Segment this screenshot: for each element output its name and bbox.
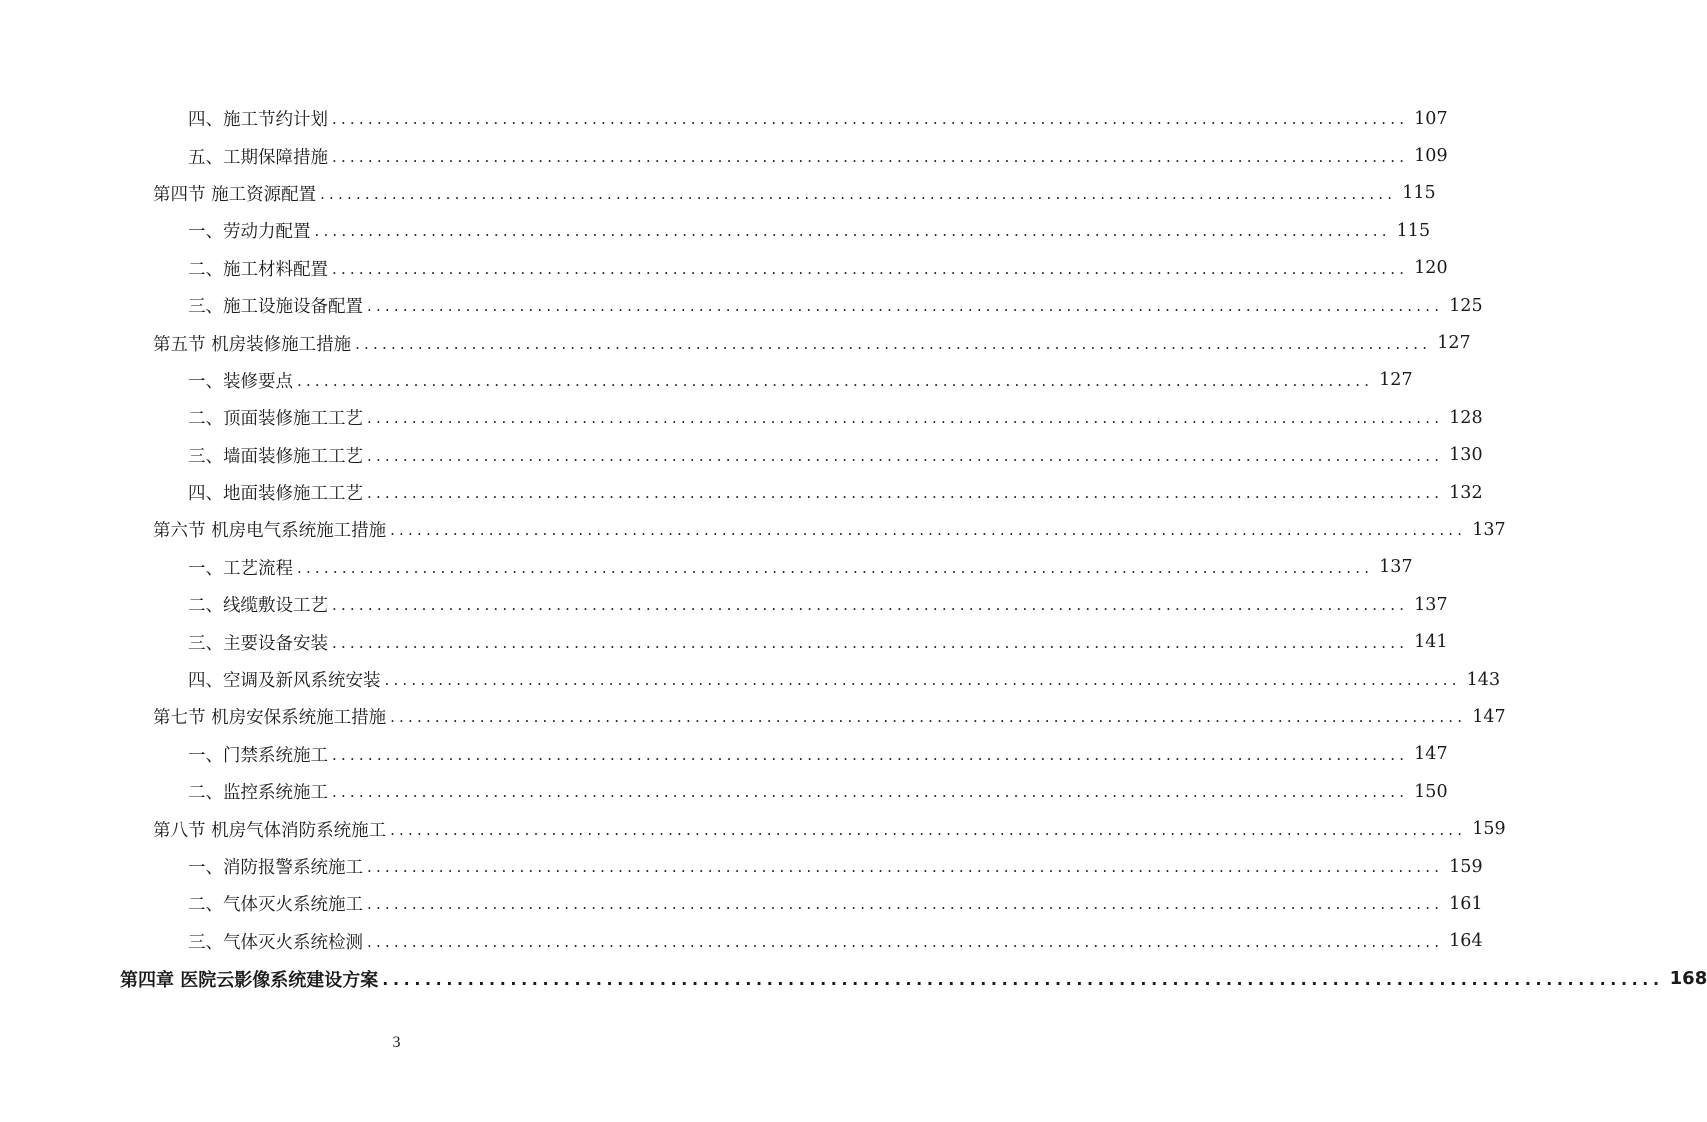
toc-entry-title: 工艺流程 xyxy=(223,558,293,579)
toc-dot-leader: ........................................................................................................................ xyxy=(332,596,1409,615)
toc-dot-leader: ........................................................................................................................ xyxy=(367,446,1444,465)
toc-dot-leader: ........................................................................................................................ xyxy=(367,297,1444,316)
toc-entry-title: 机房电气系统施工措施 xyxy=(211,521,387,542)
toc-entry-number: 第四章 xyxy=(120,969,181,991)
table-of-contents xyxy=(0,100,1707,997)
toc-entry-page: 164 xyxy=(1449,931,1483,952)
toc-dot-leader: ........................................................................................................................ xyxy=(367,895,1444,914)
toc-dot-leader: ........................................................................................................................ xyxy=(367,932,1444,951)
toc-entry-title: 施工材料配置 xyxy=(223,259,328,280)
toc-subsection-entry[interactable] xyxy=(0,100,1448,137)
toc-subsection-entry[interactable] xyxy=(0,362,1413,399)
toc-dot-leader: ........................................................................................................................ xyxy=(332,147,1409,166)
toc-entry-number: 四、 xyxy=(188,671,223,692)
toc-dot-leader: ........................................................................................................................ xyxy=(314,222,1391,241)
toc-entry-page: 137 xyxy=(1379,557,1413,578)
toc-entry-title: 顶面装修施工工艺 xyxy=(223,409,363,430)
toc-section-entry[interactable] xyxy=(0,698,1506,735)
toc-entry-title: 主要设备安装 xyxy=(223,633,328,654)
toc-entry-page: 137 xyxy=(1472,519,1506,540)
toc-entry-page: 107 xyxy=(1414,108,1448,129)
toc-entry-title: 消防报警系统施工 xyxy=(223,858,363,878)
toc-subsection-entry[interactable] xyxy=(0,623,1448,660)
toc-section-entry[interactable] xyxy=(0,175,1436,212)
toc-subsection-entry[interactable] xyxy=(0,549,1413,586)
toc-entry-number: 二、 xyxy=(188,409,223,430)
toc-entry-number: 一、 xyxy=(188,858,223,878)
toc-entry-title: 医院云影像系统建设方案 xyxy=(180,969,379,991)
toc-subsection-entry[interactable] xyxy=(0,923,1483,960)
toc-subsection-entry[interactable] xyxy=(0,437,1483,474)
toc-dot-leader: ........................................................................................................................ xyxy=(367,409,1444,428)
toc-entry-page: 132 xyxy=(1449,482,1483,503)
toc-entry-number: 四、 xyxy=(188,110,223,131)
toc-entry-number: 一、 xyxy=(188,558,223,579)
toc-entry-title: 墙面装修施工工艺 xyxy=(223,446,363,467)
toc-entry-title: 机房气体消防系统施工 xyxy=(211,820,387,841)
toc-entry-number: 三、 xyxy=(188,932,223,953)
toc-entry-title: 气体灭火系统施工 xyxy=(223,895,363,916)
toc-entry-number: 二、 xyxy=(188,895,223,916)
toc-entry-page: 141 xyxy=(1414,632,1448,653)
toc-subsection-entry[interactable] xyxy=(0,212,1431,249)
toc-entry-number: 一、 xyxy=(188,222,223,243)
toc-dot-leader: ........................................................................................................................ xyxy=(390,820,1467,839)
toc-dot-leader: ........................................................................................................................ xyxy=(367,858,1444,876)
toc-entry-number: 一、 xyxy=(188,745,223,766)
toc-dot-leader: ........................................................................................................................ xyxy=(390,708,1467,727)
toc-entry-title: 施工节约计划 xyxy=(223,110,328,131)
toc-entry-title: 气体灭火系统检测 xyxy=(223,932,363,953)
page-number: 3 xyxy=(392,1034,401,1051)
toc-dot-leader: ........................................................................................................................ xyxy=(332,259,1409,278)
toc-dot-leader: ........................................................................................................................ xyxy=(332,110,1409,129)
toc-dot-leader: ........................................................................................................................ xyxy=(332,745,1409,764)
toc-entry-page: 137 xyxy=(1414,594,1448,615)
toc-entry-number: 第七节 xyxy=(153,708,212,729)
toc-entry-number: 二、 xyxy=(188,596,223,617)
toc-entry-page: 115 xyxy=(1396,220,1431,241)
toc-entry-title: 施工资源配置 xyxy=(211,184,317,205)
toc-chapter-entry[interactable] xyxy=(0,960,1707,997)
toc-entry-number: 第五节 xyxy=(153,334,212,355)
toc-entry-number: 第六节 xyxy=(153,521,212,542)
toc-dot-leader: ........................................................................................................................ xyxy=(367,484,1444,503)
toc-dot-leader: ........................................................................................................................ xyxy=(390,521,1467,540)
toc-entry-page: 120 xyxy=(1414,258,1448,279)
toc-entry-page: 159 xyxy=(1449,856,1483,877)
toc-entry-number: 四、 xyxy=(188,484,223,505)
toc-section-entry[interactable] xyxy=(0,810,1506,847)
toc-dot-leader: ........................................................................................................................ xyxy=(297,371,1374,390)
toc-subsection-entry[interactable] xyxy=(0,773,1448,810)
toc-entry-title: 线缆敷设工艺 xyxy=(223,596,328,617)
toc-subsection-entry[interactable] xyxy=(0,287,1483,324)
toc-subsection-entry[interactable] xyxy=(0,736,1448,773)
toc-entry-page: 127 xyxy=(1437,333,1471,354)
toc-subsection-entry[interactable] xyxy=(0,399,1483,436)
toc-dot-leader: ........................................................................................................................ xyxy=(297,558,1374,577)
toc-entry-title: 监控系统施工 xyxy=(223,783,328,804)
toc-entry-number: 二、 xyxy=(188,259,223,280)
toc-entry-title: 机房装修施工措施 xyxy=(211,334,352,355)
toc-entry-title: 门禁系统施工 xyxy=(223,745,328,766)
toc-entry-number: 第八节 xyxy=(153,820,212,841)
toc-entry-number: 三、 xyxy=(188,633,223,654)
toc-dot-leader: ........................................................................................................................ xyxy=(320,184,1397,203)
toc-subsection-entry[interactable] xyxy=(0,661,1501,698)
toc-entry-page: 128 xyxy=(1449,407,1483,428)
toc-subsection-entry[interactable] xyxy=(0,848,1483,885)
toc-subsection-entry[interactable] xyxy=(0,474,1483,511)
toc-entry-title: 施工设施设备配置 xyxy=(223,297,363,318)
toc-entry-page: 150 xyxy=(1414,781,1448,802)
toc-section-entry[interactable] xyxy=(0,324,1471,361)
toc-entry-page: 168 xyxy=(1669,968,1707,990)
toc-entry-number: 五、 xyxy=(188,147,223,168)
toc-entry-title: 地面装修施工工艺 xyxy=(223,484,363,505)
toc-entry-page: 115 xyxy=(1402,183,1436,204)
toc-entry-page: 147 xyxy=(1414,744,1448,765)
toc-entry-number: 一、 xyxy=(188,371,223,392)
toc-dot-leader: ........................................................................................................................ xyxy=(332,633,1409,652)
toc-subsection-entry[interactable] xyxy=(0,586,1448,623)
toc-entry-title: 机房安保系统施工措施 xyxy=(211,708,387,729)
toc-subsection-entry[interactable] xyxy=(0,137,1448,174)
toc-entry-title: 装修要点 xyxy=(223,371,293,392)
toc-subsection-entry[interactable] xyxy=(0,250,1448,287)
toc-entry-page: 161 xyxy=(1449,893,1483,914)
toc-dot-leader: ........................................................................................................................ xyxy=(384,671,1461,690)
toc-entry-page: 127 xyxy=(1379,370,1413,391)
toc-entry-page: 130 xyxy=(1449,445,1483,466)
toc-entry-page: 125 xyxy=(1449,295,1483,316)
toc-entry-title: 劳动力配置 xyxy=(223,222,311,243)
toc-entry-page: 147 xyxy=(1472,706,1506,727)
toc-entry-number: 三、 xyxy=(188,297,223,318)
toc-entry-number: 第四节 xyxy=(153,184,212,205)
toc-entry-title: 工期保障措施 xyxy=(223,147,328,168)
toc-dot-leader: ........................................................................................................................ xyxy=(332,783,1409,802)
toc-entry-page: 143 xyxy=(1466,669,1501,690)
toc-entry-page: 109 xyxy=(1414,146,1448,167)
toc-entry-number: 三、 xyxy=(188,446,223,467)
toc-dot-leader: ........................................................................................................................ xyxy=(355,334,1432,353)
toc-entry-page: 159 xyxy=(1472,819,1506,840)
toc-section-entry[interactable] xyxy=(0,511,1506,548)
toc-entry-number: 二、 xyxy=(188,783,223,804)
toc-subsection-entry[interactable] xyxy=(0,885,1483,922)
toc-dot-leader: ........................................................................................................................ xyxy=(382,969,1664,989)
toc-entry-title: 空调及新风系统安装 xyxy=(223,671,381,692)
